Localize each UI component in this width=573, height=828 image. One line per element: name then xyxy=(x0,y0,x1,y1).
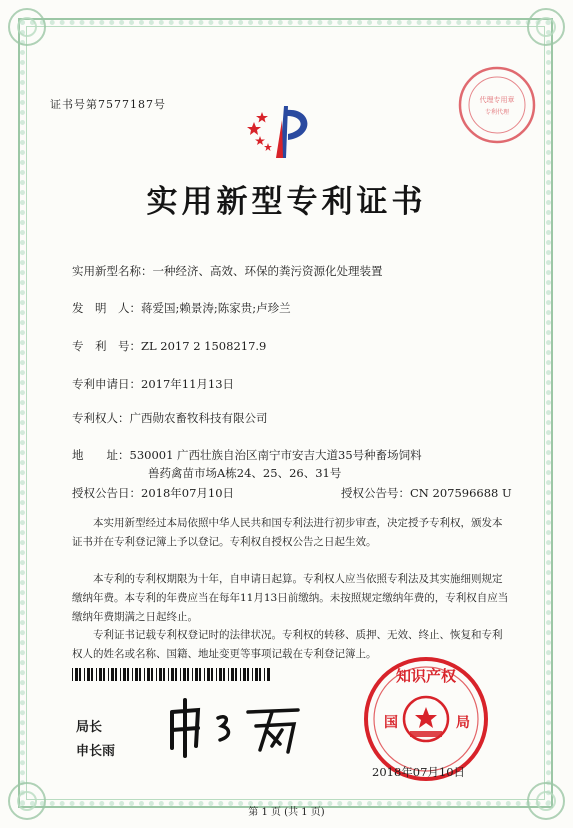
barcode-bar xyxy=(127,668,129,681)
barcode-bar xyxy=(139,668,141,681)
body-paragraph: 本专利的专利权期限为十年，自申请日起算。专利权人应当依照专利法及其实施细则规定缴纳年费。本专利的年费应当在每年11月13日前缴纳。未按照规定缴纳年费的，专利权自应当缴纳年费期满之日起终止。 xyxy=(72,573,509,623)
barcode-bar xyxy=(180,668,181,681)
barcode-bar xyxy=(192,668,193,681)
barcode-bar xyxy=(123,668,126,681)
barcode-bar xyxy=(132,668,133,681)
field-address xyxy=(72,447,422,480)
field-value: 530001 广西壮族自治区南宁市安吉大道35号种畜场饲料 xyxy=(129,448,422,462)
svg-text:代理专用章: 代理专用章 xyxy=(479,96,515,104)
field-label: 专利权人： xyxy=(72,411,130,425)
svg-text:国: 国 xyxy=(384,715,398,731)
barcode-bar xyxy=(175,668,177,681)
barcode-bar xyxy=(255,668,258,681)
field-value-line2: 兽药禽苗市场A栋24、25、26、31号 xyxy=(148,466,342,480)
barcode-bar xyxy=(223,668,225,681)
barcode-bar xyxy=(72,668,73,681)
barcode-bar xyxy=(144,668,145,681)
barcode-bar xyxy=(96,668,97,681)
barcode-bar xyxy=(147,668,150,681)
field-patent-number xyxy=(72,338,266,354)
barcode-bar xyxy=(151,668,153,681)
barcode-bar xyxy=(99,668,102,681)
corner-ornament-icon xyxy=(527,8,565,46)
barcode-bar xyxy=(156,668,157,681)
barcode-bar xyxy=(211,668,213,681)
barcode-bar xyxy=(216,668,217,681)
field-grant-date xyxy=(72,485,234,501)
field-patentee xyxy=(72,410,268,426)
field-label: 地 址： xyxy=(72,448,130,462)
barcode-bar xyxy=(219,668,222,681)
field-label: 发 明 人： xyxy=(72,301,141,315)
barcode-bar xyxy=(252,668,253,681)
barcode-bar xyxy=(103,668,105,681)
field-value: 一种经济、高效、环保的粪污资源化处理装置 xyxy=(152,264,383,278)
field-value: ZL 2017 2 1508217.9 xyxy=(141,339,267,353)
barcode-bar xyxy=(108,668,109,681)
barcode-bar xyxy=(195,668,198,681)
barcode-bar xyxy=(79,668,81,681)
patent-office-logo-icon xyxy=(246,100,326,162)
barcode-bar xyxy=(243,668,246,681)
body-paragraph: 本实用新型经过本局依照中华人民共和国专利法进行初步审查，决定授予专利权，颁发本证书并在专利登记簿上予以登记。专利权自授权公告之日起生效。 xyxy=(72,517,503,548)
barcode-bar xyxy=(264,668,265,681)
field-value: 广西勋农畜牧科技有限公司 xyxy=(129,411,268,425)
barcode-bar xyxy=(199,668,201,681)
patent-agency-seal-icon xyxy=(456,64,538,146)
field-value: CN 207596688 U xyxy=(410,486,512,500)
seal-date: 2018年07月10日 xyxy=(372,765,466,779)
svg-text:知识产权: 知识产权 xyxy=(395,667,457,685)
field-filing-date xyxy=(72,376,234,392)
barcode-bar xyxy=(163,668,165,681)
director-name: 申长雨 xyxy=(76,744,116,759)
field-label: 授权公告号： xyxy=(341,486,410,500)
field-utility-model-name xyxy=(72,263,383,279)
certificate-number: 证书号第7577187号 xyxy=(50,98,166,111)
barcode-bar xyxy=(120,668,121,681)
director-signature-icon xyxy=(160,690,310,760)
barcode-bar xyxy=(207,668,210,681)
field-value: 2018年07月10日 xyxy=(141,486,235,500)
barcode-bar xyxy=(187,668,189,681)
barcode-bar xyxy=(231,668,234,681)
body-paragraph: 专利证书记载专利权登记时的法律状况。专利权的转移、质押、无效、终止、恢复和专利权人的姓名或名称、国籍、地址变更等事项记载在专利登记簿上。 xyxy=(72,629,503,660)
barcode-bar xyxy=(204,668,205,681)
director-title: 局长 xyxy=(76,720,103,735)
field-value: 蒋爱国;赖景涛;陈家贵;卢珍兰 xyxy=(141,301,291,315)
barcode-bar xyxy=(171,668,174,681)
barcode-bar xyxy=(240,668,241,681)
barcode-icon xyxy=(72,668,272,681)
barcode-bar xyxy=(183,668,186,681)
field-inventors xyxy=(72,300,291,316)
field-label: 授权公告日： xyxy=(72,486,141,500)
corner-ornament-icon xyxy=(8,8,46,46)
barcode-bar xyxy=(168,668,169,681)
barcode-bar xyxy=(91,668,93,681)
barcode-bar xyxy=(159,668,162,681)
field-value: 2017年11月13日 xyxy=(141,377,235,391)
svg-text:专利代理: 专利代理 xyxy=(484,109,510,116)
field-label: 专 利 号： xyxy=(72,339,141,353)
barcode-bar xyxy=(115,668,117,681)
barcode-bar xyxy=(84,668,85,681)
page-number: 第 1 页 (共 1 页) xyxy=(248,807,325,818)
field-label: 实用新型名称： xyxy=(72,264,153,278)
barcode-bar xyxy=(228,668,229,681)
barcode-bar xyxy=(135,668,138,681)
barcode-bar xyxy=(235,668,237,681)
barcode-bar xyxy=(259,668,261,681)
barcode-bar xyxy=(247,668,249,681)
barcode-bar xyxy=(75,668,78,681)
barcode-bar xyxy=(87,668,90,681)
field-label: 专利申请日： xyxy=(72,377,141,391)
field-publication-number xyxy=(341,485,512,501)
barcode-bar xyxy=(267,668,270,681)
document-title: 实用新型专利证书 xyxy=(146,184,427,220)
barcode-bar xyxy=(111,668,114,681)
svg-text:局: 局 xyxy=(456,715,470,731)
